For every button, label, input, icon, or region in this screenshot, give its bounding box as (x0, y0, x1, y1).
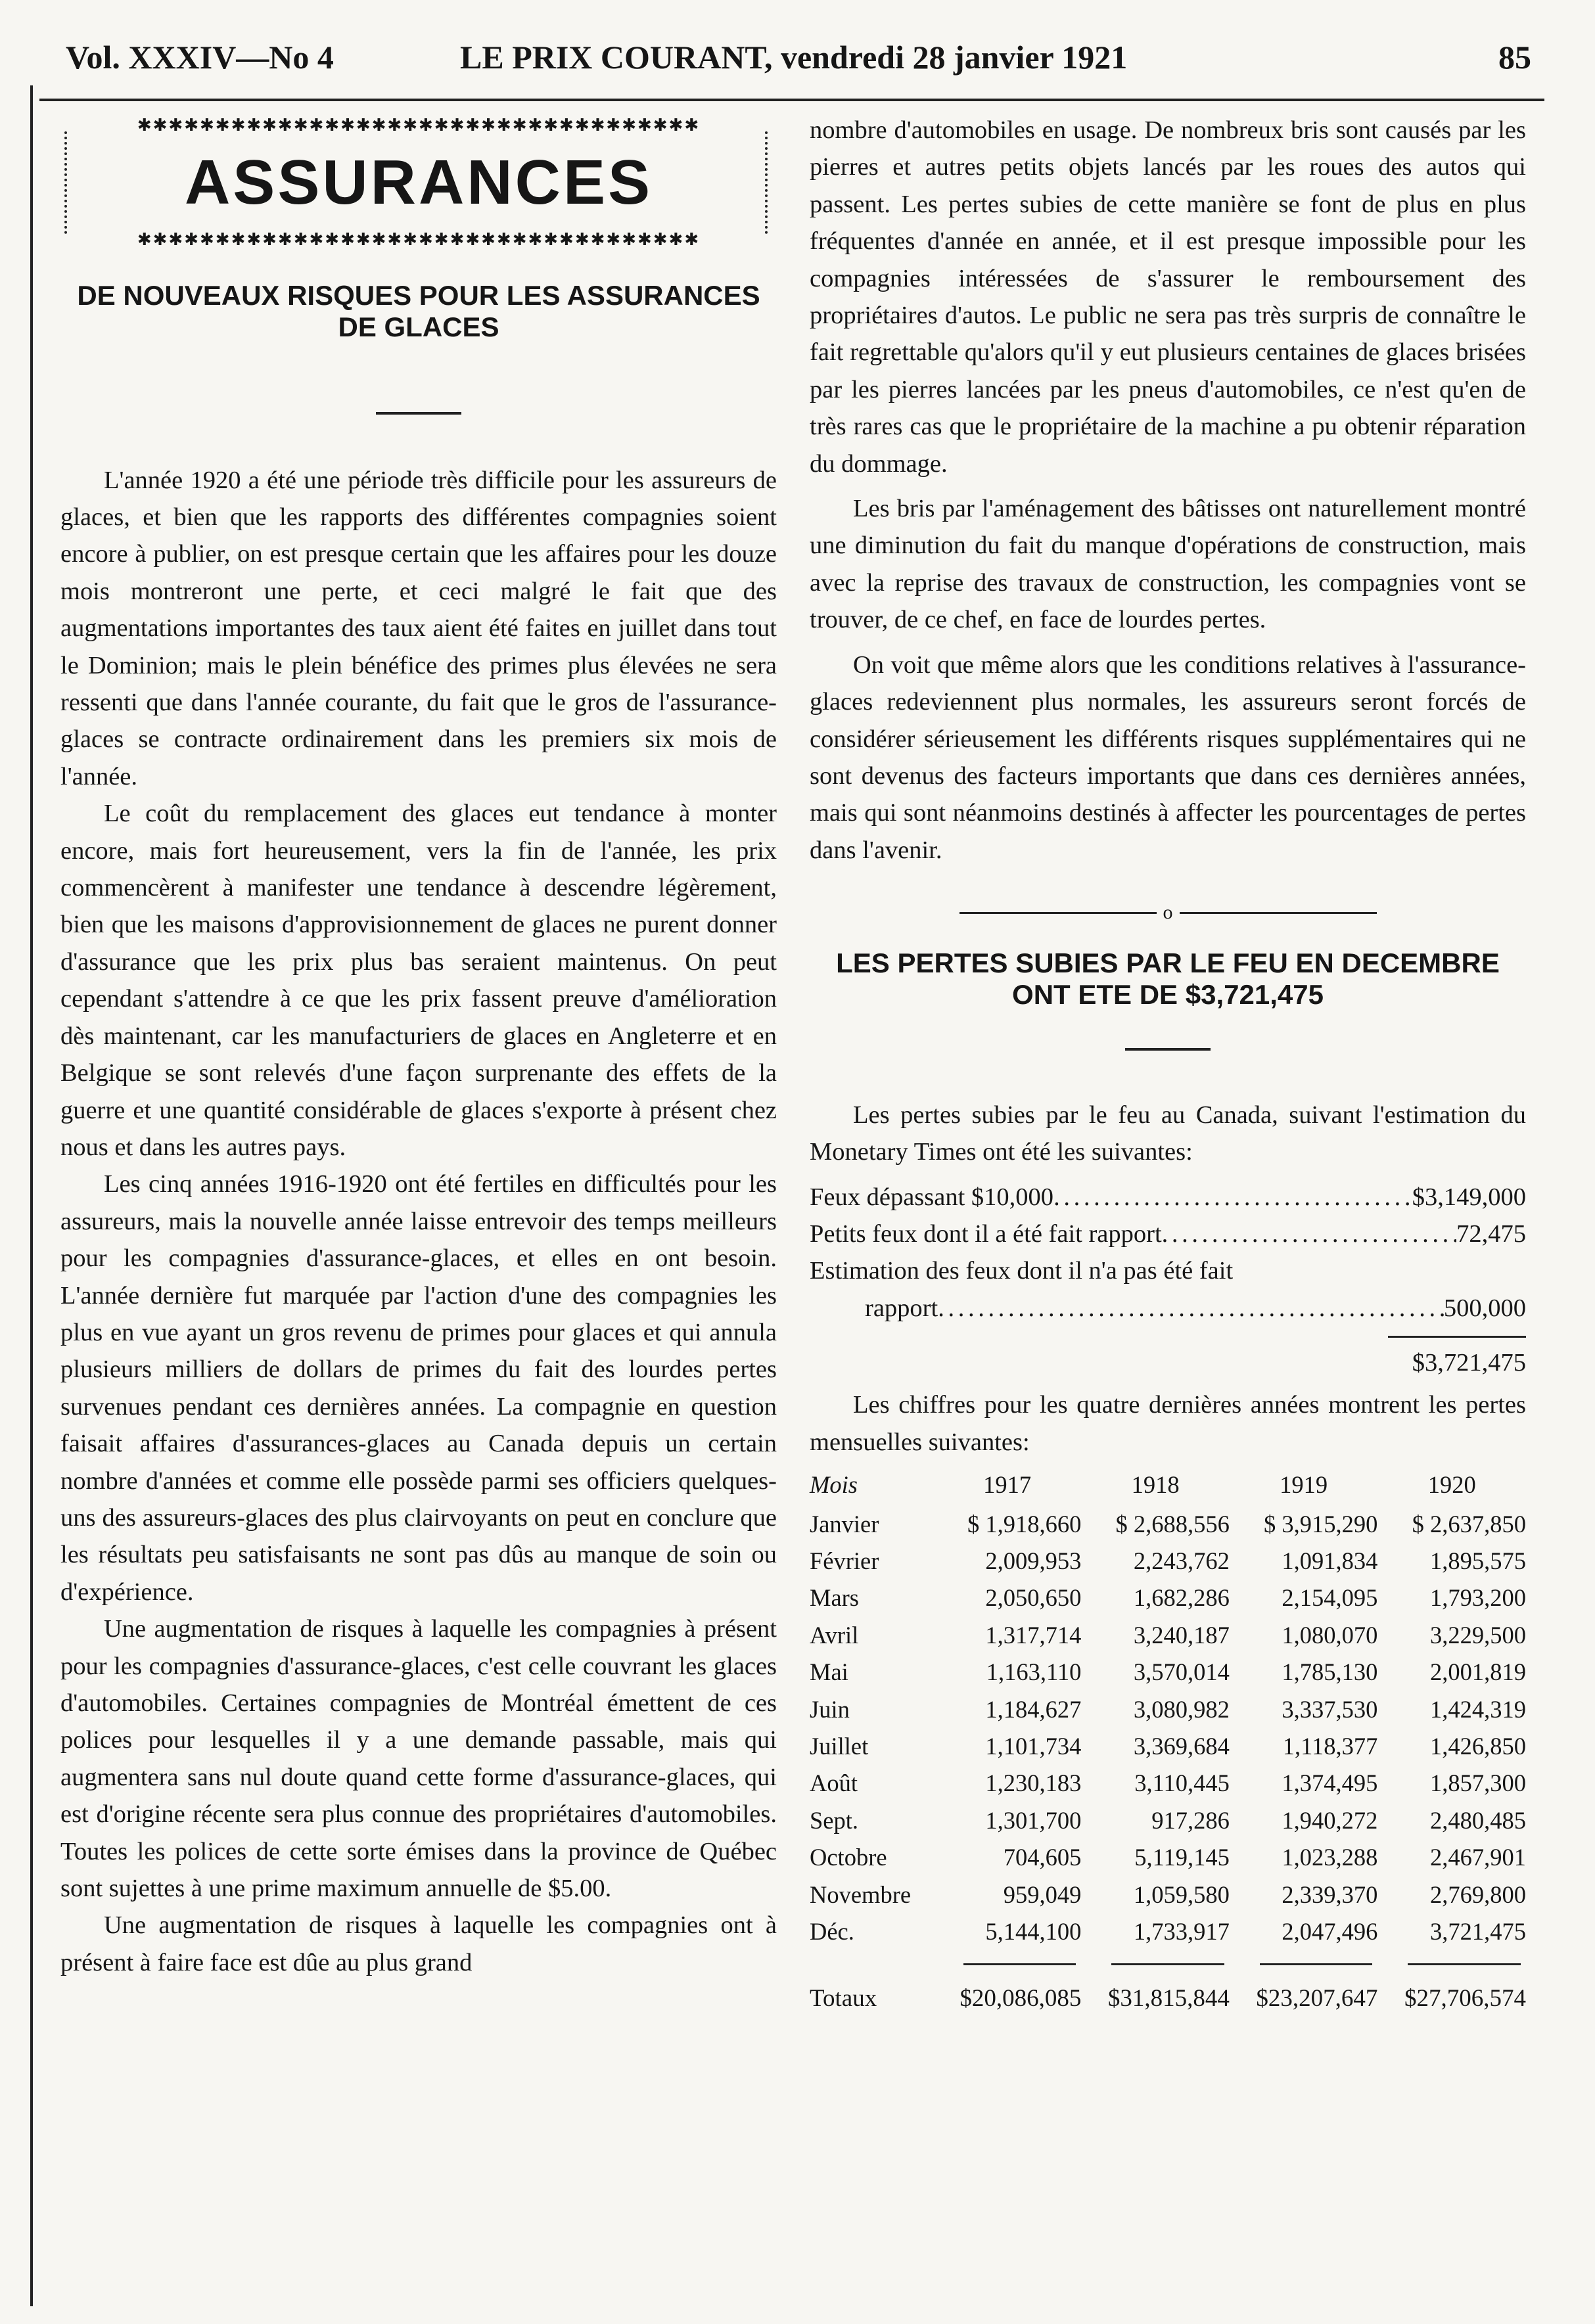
value-cell: 1,857,300 (1430, 1769, 1526, 1797)
sum-rule-cell (1230, 1950, 1378, 1979)
value-cell: 1,023,288 (1282, 1844, 1378, 1871)
value-cell: 1,301,700 (985, 1806, 1082, 1834)
banner-border-right (765, 131, 773, 234)
fire-total: $3,721,475 (1412, 1349, 1526, 1377)
table-row (810, 1505, 1526, 1542)
value-cell: 1,424,319 (1430, 1695, 1526, 1723)
sum-rule-cell (933, 1950, 1082, 1979)
column-header: 1919 (1280, 1471, 1328, 1499)
value-cell: 3,240,187 (1133, 1621, 1230, 1649)
publication-date: LE PRIX COURANT, vendredi 28 janvier 1921 (460, 39, 1128, 76)
table-header-row (810, 1469, 1526, 1505)
value-cell: 2,467,901 (1430, 1844, 1526, 1871)
column-header: Mois (810, 1471, 858, 1499)
value-cell: 1,101,734 (985, 1733, 1082, 1760)
value-cell: 2,243,762 (1133, 1547, 1230, 1575)
fire-item (810, 1290, 1526, 1327)
value-cell: 3,080,982 (1133, 1695, 1230, 1723)
article-title: LES PERTES SUBIES PAR LE FEU EN DECEMBRE ONT ETE DE $3,721,475 (836, 947, 1500, 1011)
fire-item (810, 1179, 1526, 1216)
value-cell: 1,374,495 (1282, 1769, 1378, 1797)
article-paragraph: Les pertes subies par le feu au Canada, suivant l'estimation du Monetary Times ont été les suivantes: (810, 1101, 1526, 1166)
title-rule (1125, 1048, 1211, 1051)
totals-row (810, 1979, 1526, 2018)
article-paragraph: nombre d'automobiles en usage. De nombreux bris sont causés par les pierres et autres petits objets lancés par les roues des autos qui passent. Les pertes subies de cette manière se font de plus en plus fréquentes d'année en année, et il est presque impossible pour les compagnies intéressées de s'assurer le remboursement des propriétaires d'autos. Le public ne sera pas très surpris de connaître le fait regrettable qu'alors qu'il y eut plusieurs centaines de glaces brisées par les pierres lancées par les pneus d'automobiles, ce n'est qu'en de très rares cas que le propriétaire de la machine a pu obtenir réparation du dommage. (810, 116, 1526, 478)
value-cell: 2,339,370 (1282, 1880, 1378, 1908)
value-cell: 959,049 (1003, 1880, 1082, 1908)
fire-item-label: Petits feux dont il a été fait rapport (810, 1219, 1162, 1248)
value-cell: 1,184,627 (985, 1695, 1082, 1723)
sum-rule (1388, 1336, 1526, 1338)
table-row (810, 1654, 1526, 1691)
section-title: ASSURANCES (184, 147, 653, 217)
column-header: 1917 (983, 1471, 1032, 1499)
month-cell: Mars (810, 1584, 860, 1612)
table-row (810, 1616, 1526, 1653)
month-cell: Octobre (810, 1844, 887, 1871)
value-cell: 5,144,100 (985, 1917, 1082, 1945)
sum-rule-cell (810, 1950, 933, 1979)
value-cell: $ 3,915,290 (1264, 1510, 1378, 1538)
value-cell: 3,337,530 (1282, 1695, 1378, 1723)
right-column (810, 112, 1526, 2018)
month-cell: Juin (810, 1695, 850, 1723)
month-cell: Août (810, 1769, 858, 1797)
value-cell: 3,229,500 (1430, 1621, 1526, 1649)
value-cell: 2,009,953 (985, 1547, 1082, 1575)
banner-ornament-top: ✱✱✱✱✱✱✱✱✱✱✱✱✱✱✱✱✱✱✱✱✱✱✱✱✱✱✱✱✱✱✱✱✱✱✱✱ (137, 117, 701, 134)
value-cell: 1,163,110 (986, 1658, 1082, 1686)
article-paragraph: L'année 1920 a été une période très difficile pour les assureurs de glaces, et bien que les rapports des différentes compagnies soient encore à publier, on est presque certain que les affaires pour les douze mois montreront une perte, et ceci malgré le fait que des augmentations importantes des taux aient été faites en juillet dans tout le Dominion; mais le plein bénéfice des primes plus élevées ne sera ressenti que dans l'année courante, du fait que le gros de l'assurance-glaces se contracte ordinairement dans les premiers six mois de l'année. (60, 466, 777, 790)
fire-loss-list (810, 1179, 1526, 1327)
total-cell: $20,086,085 (959, 1985, 1082, 2013)
column-header: 1918 (1131, 1471, 1180, 1499)
value-cell: 1,426,850 (1430, 1733, 1526, 1760)
value-cell: 2,047,496 (1282, 1917, 1378, 1945)
value-cell: 1,785,130 (1282, 1658, 1378, 1686)
fire-item-label: rapport (865, 1294, 938, 1322)
page-number: 85 (1498, 39, 1531, 76)
value-cell: 1,230,183 (985, 1769, 1082, 1797)
table-row (810, 1802, 1526, 1838)
article-paragraph: Les chiffres pour les quatre dernières années montrent les pertes mensuelles suivantes: (810, 1391, 1526, 1456)
article-paragraph: On voit que même alors que les conditions relatives à l'assurance-glaces redeviennent plus normales, les assureurs seront forcés de considérer sérieusement les différents risques supplémentaires qui ne sont devenus des facteurs importants que dans ces dernières années, mais qui sont néanmoins destinés à affecter les pourcentages de pertes dans l'avenir. (810, 650, 1526, 864)
value-cell: 1,091,834 (1282, 1547, 1378, 1575)
table-row (810, 1876, 1526, 1913)
article-title: DE NOUVEAUX RISQUES POUR LES ASSURANCES DE GLACES (77, 280, 760, 343)
value-cell: 1,895,575 (1430, 1547, 1526, 1575)
table-body (810, 1505, 1526, 2018)
left-column (60, 112, 777, 1981)
value-cell: 704,605 (1003, 1844, 1082, 1871)
value-cell: 1,682,286 (1133, 1584, 1230, 1612)
value-cell: 1,733,917 (1133, 1917, 1230, 1945)
fire-item-value: 500,000 (1443, 1294, 1526, 1322)
article-divider (810, 901, 1526, 924)
value-cell: 2,001,819 (1430, 1658, 1526, 1686)
value-cell: 2,050,650 (985, 1584, 1082, 1612)
article-paragraph: Une augmentation de risques à laquelle les compagnies ont à présent à faire face est dûe au plus grand (60, 1911, 777, 1976)
leader-dots (1053, 1179, 1412, 1216)
month-cell: Avril (810, 1621, 859, 1649)
value-cell: 1,080,070 (1282, 1621, 1378, 1649)
fire-item-label: Feux dépassant $10,000 (810, 1183, 1054, 1211)
total-cell: $27,706,574 (1404, 1985, 1526, 2013)
section-banner (60, 117, 777, 248)
month-cell: Juillet (810, 1733, 869, 1760)
total-cell: $31,815,844 (1107, 1985, 1230, 2013)
table-row (810, 1542, 1526, 1579)
value-cell: 3,369,684 (1133, 1733, 1230, 1760)
value-cell: 3,570,014 (1133, 1658, 1230, 1686)
value-cell: $ 2,688,556 (1115, 1510, 1230, 1538)
sum-rule-cell (1081, 1950, 1230, 1979)
header-rule (39, 99, 1544, 101)
total-cell: $23,207,647 (1256, 1985, 1378, 2013)
sum-rule-row (810, 1950, 1526, 1979)
divider-mark: o (1163, 901, 1173, 924)
value-cell: 2,154,095 (1282, 1584, 1378, 1612)
article-paragraph: Les bris par l'aménagement des bâtisses ont naturellement montré une diminution du fait du manque d'opérations de construction, mais avec la reprise des travaux de construction, les compagnies vont se trouver, de ce chef, en face de lourdes pertes. (810, 495, 1526, 634)
table-row (810, 1691, 1526, 1727)
article-paragraph: Une augmentation de risques à laquelle les compagnies à présent pour les compagnies d'assurance-glaces, c'est celle couvrant les glaces d'automobiles. Certaines compagnies de Montréal émettent de ces polices pour lesquelles il y a une demande passable, mais qui augmentera sans nul doute quand cette forme d'assurance-glaces, qui est d'origine récente sera plus connue des propriétaires d'automobiles. Toutes les polices de cette sorte émises dans la province de Québec sont sujettes à une prime maximum annuelle de $5.00. (60, 1615, 777, 1903)
value-cell: 3,110,445 (1134, 1769, 1230, 1797)
month-cell: Novembre (810, 1880, 912, 1908)
value-cell: 1,317,714 (985, 1621, 1082, 1649)
month-cell: Février (810, 1547, 879, 1575)
month-cell: Janvier (810, 1510, 879, 1538)
value-cell: 3,721,475 (1430, 1917, 1526, 1945)
table-row (810, 1727, 1526, 1764)
table-row (810, 1765, 1526, 1802)
totals-label: Totaux (810, 1985, 877, 2013)
fire-item-label: Estimation des feux dont il n'a pas été fait (810, 1257, 1234, 1285)
month-cell: Déc. (810, 1917, 854, 1945)
column-header: 1920 (1427, 1471, 1476, 1499)
table-row (810, 1913, 1526, 1949)
month-cell: Sept. (810, 1806, 859, 1834)
month-cell: Mai (810, 1658, 848, 1686)
value-cell: $ 1,918,660 (967, 1510, 1082, 1538)
value-cell: 1,118,377 (1282, 1733, 1378, 1760)
fire-item-value: $3,149,000 (1412, 1183, 1526, 1211)
table-row (810, 1838, 1526, 1875)
value-cell: 5,119,145 (1134, 1844, 1230, 1871)
table-row (810, 1580, 1526, 1616)
leader-dots (938, 1290, 1444, 1327)
value-cell: 1,793,200 (1430, 1584, 1526, 1612)
fire-item (810, 1216, 1526, 1252)
banner-ornament-bottom: ✱✱✱✱✱✱✱✱✱✱✱✱✱✱✱✱✱✱✱✱✱✱✱✱✱✱✱✱✱✱✱✱✱✱✱✱ (137, 231, 701, 248)
value-cell: $ 2,637,850 (1412, 1510, 1526, 1538)
value-cell: 1,059,580 (1133, 1880, 1230, 1908)
value-cell: 917,286 (1151, 1806, 1230, 1834)
page-header (66, 41, 1531, 100)
monthly-losses-table (810, 1469, 1526, 2018)
volume-number: Vol. XXXIV—No 4 (66, 39, 334, 76)
banner-border-left (64, 131, 72, 234)
leader-dots (1162, 1216, 1456, 1252)
article-paragraph: Les cinq années 1916-1920 ont été fertiles en difficultés pour les assureurs, mais la nouvelle année laisse entrevoir des temps meilleurs pour les compagnies d'assurance-glaces, et elles en ont besoin. L'année dernière fut marquée par l'action d'une des compagnies les plus en vue ayant un gros revenu de primes pour glaces et qui annula plusieurs milliers de dollars de primes du fait des lourdes pertes survenues pendant ces dernières années. La compagnie en question faisait affaires d'assurances-glaces au Canada depuis un certain nombre d'années et comme elle possède parmi ses officiers quelques-uns des assureurs-glaces des plus clairvoyants on peut en conclure que les résultats peu satisfaisants ne sont pas dûs au manque de soin ou d'expérience. (60, 1170, 777, 1606)
title-rule (376, 412, 461, 415)
fire-item-label-line (810, 1252, 1526, 1289)
fire-item-value: 72,475 (1456, 1219, 1526, 1248)
value-cell: 2,480,485 (1430, 1806, 1526, 1834)
value-cell: 2,769,800 (1430, 1880, 1526, 1908)
sum-rule-cell (1377, 1950, 1526, 1979)
page-edge-rule (30, 85, 33, 2306)
article-paragraph: Le coût du remplacement des glaces eut tendance à monter encore, mais fort heureusement, vers la fin de l'année, les prix commencèrent à manifester une tendance à descendre légèrement, bien que les maisons d'approvisionnement de glaces ne purent donner d'assurance que les prix plus bas seraient maintenus. On peut cependant s'attendre à ce que les prix fassent preuve d'amélioration dès maintenant, car les manufacturiers de glaces en Angleterre et en Belgique se sont relevés d'une façon surprenante des effets de la guerre et une quantité considérable de glaces s'exporte à présent chez nous et dans les autres pays. (60, 800, 777, 1161)
value-cell: 1,940,272 (1282, 1806, 1378, 1834)
